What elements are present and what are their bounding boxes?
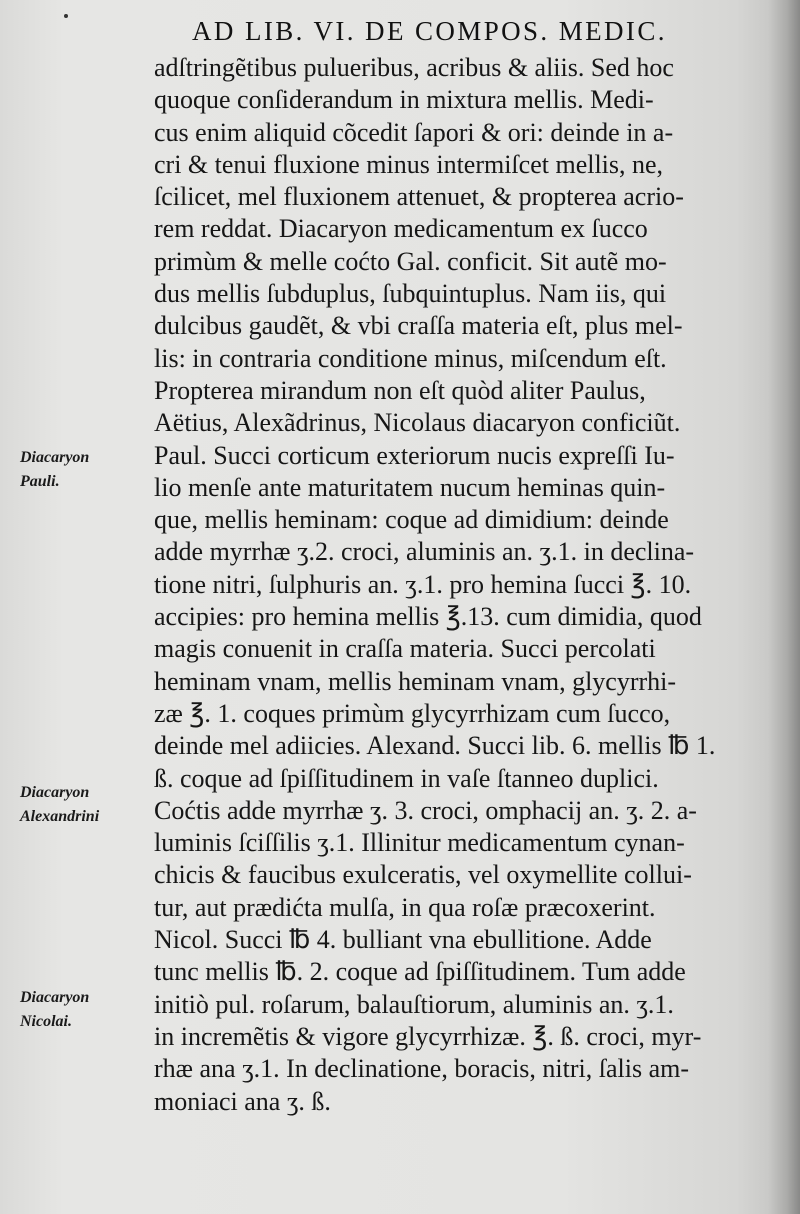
text-line: chicis & faucibus exulceratis, vel oxymellite collui-: [154, 860, 692, 890]
text-line: Paul. Succi corticum exteriorum nucis expreſſi Iu-: [154, 440, 675, 470]
margin-note-pauli: [20, 446, 89, 494]
margin-note-nicolai: [20, 986, 89, 1034]
page-gutter-shadow: [768, 0, 800, 1214]
text-line: Coćtis adde myrrhæ ʒ. 3. croci, omphacij an. ʒ. 2. a-: [154, 795, 697, 825]
text-line: dus mellis ſubduplus, ſubquintuplus. Nam iis, qui: [154, 279, 667, 309]
text-line: adſtringẽtibus pulueribus, acribus & aliis. Sed hoc: [154, 53, 674, 82]
margin-note-line: Pauli.: [20, 473, 60, 490]
text-line: rhæ ana ʒ.1. In declinatione, boracis, nitri, ſalis am-: [154, 1054, 689, 1084]
text-line: accipies: pro hemina mellis ℥.13. cum dimidia, quod: [154, 602, 702, 632]
ink-mark: [64, 14, 68, 18]
margin-note-line: Nicolai.: [20, 1013, 72, 1030]
text-line: tione nitri, ſulphuris an. ʒ.1. pro hemina ſucci ℥. 10.: [154, 569, 692, 599]
text-line: ß. coque ad ſpiſſitudinem in vaſe ſtanneo duplici.: [154, 763, 659, 793]
text-line: luminis ſciſſilis ʒ.1. Illinitur medicamentum cynan-: [154, 828, 685, 858]
text-line: rem reddat. Diacaryon medicamentum ex ſucco: [154, 214, 648, 244]
text-line: Nicol. Succi ℔ 4. bulliant vna ebullitione. Adde: [154, 925, 652, 955]
margin-note-line: Diacaryon: [20, 989, 90, 1006]
text-line: que, mellis heminam: coque ad dimidium: deinde: [154, 505, 669, 535]
margin-note-line: Diacaryon: [20, 784, 90, 801]
text-line: lis: in contraria conditione minus, miſcendum eſt.: [154, 343, 667, 373]
text-line: magis conuenit in craſſa materia. Succi percolati: [154, 634, 656, 664]
text-line: in incremẽtis & vigore glycyrrhizæ. ℥. ß. croci, myr-: [154, 1021, 702, 1051]
text-line: initiò pul. roſarum, balauſtiorum, aluminis an. ʒ.1.: [154, 989, 674, 1019]
text-line: deinde mel adiicies. Alexand. Succi lib. 6. mellis ℔ 1.: [154, 731, 716, 761]
text-line: quoque conſiderandum in mixtura mellis. Medi-: [154, 85, 654, 115]
text-line: tur, aut prædićta mulſa, in qua roſæ præcoxerint.: [154, 892, 656, 922]
margin-note-line: Alexandrini: [20, 808, 100, 825]
text-line: cus enim aliquid cõcedit ſapori & ori: deinde in a-: [154, 117, 674, 147]
text-line: primùm & melle coćto Gal. conficit. Sit autẽ mo-: [154, 246, 667, 276]
text-line: heminam vnam, mellis heminam vnam, glycyrrhi-: [154, 666, 677, 696]
margin-note-line: Diacaryon: [20, 449, 90, 466]
text-line: Propterea mirandum non eſt quòd aliter Paulus,: [154, 375, 646, 405]
running-header: AD LIB. VI. DE COMPOS. MEDIC.: [192, 16, 667, 46]
text-line: Aëtius, Alexãdrinus, Nicolaus diacaryon conficiũt.: [154, 408, 681, 438]
text-line: dulcibus gaudẽt, & vbi craſſa materia eſt, plus mel-: [154, 311, 683, 341]
text-line: cri & tenui fluxione minus intermiſcet mellis, ne,: [154, 149, 664, 179]
text-line: zæ ℥. 1. coques primùm glycyrrhizam cum ſucco,: [154, 698, 671, 728]
text-line: ſcilicet, mel fluxionem attenuet, & propterea acrio-: [154, 182, 684, 212]
text-line: lio menſe ante maturitatem nucum heminas quin-: [154, 472, 666, 502]
text-line: tunc mellis ℔. 2. coque ad ſpiſſitudinem. Tum adde: [154, 957, 686, 987]
margin-note-alexandrini: [20, 781, 99, 829]
text-line: adde myrrhæ ʒ.2. croci, aluminis an. ʒ.1. in declina-: [154, 537, 695, 567]
body-text: [154, 52, 744, 1118]
text-line: moniaci ana ʒ. ß.: [154, 1086, 331, 1116]
